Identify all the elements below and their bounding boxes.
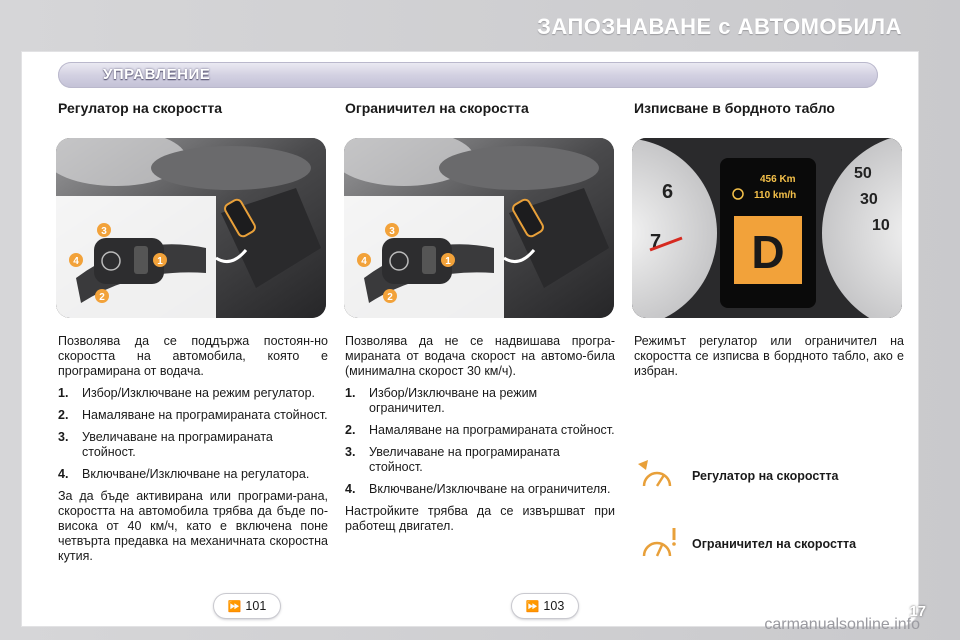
intro-text: Режимът регулатор или ограничител на скоростта се изписва в бордното табло, ако е избран. [634,334,904,378]
page-title: ЗАПОЗНАВАНЕ с АВТОМОБИЛА [537,14,902,39]
instrument-cluster-photo [632,138,902,318]
list-item: 4. Включване/Изключване на регулатора. [58,467,310,481]
section-banner [58,62,878,88]
svg-text:3: 3 [101,226,107,237]
intro-text: Позволява да не се надвишава програ-мираната от водача скорост на автомо-била (минимална скорост 30 км/ч). [345,334,615,378]
list-item: 2. Намаляване на програмираната стойност. [345,423,615,437]
list-item: 3. Увеличаване на програмираната стойност. [58,430,273,459]
display-speed: 110 km/h [754,190,797,201]
svg-text:3: 3 [389,226,395,237]
outro-text: Настройките трябва да се извършват при работещ двигател. [345,504,615,533]
fast-forward-icon: ⏩ [525,600,540,613]
watermark: carmanualsonline.info [764,616,920,633]
legend-limiter [636,526,856,562]
column-title-cruise: Регулатор на скоростта [58,100,223,116]
dial-number: 10 [872,217,890,234]
dial-number: 50 [854,165,872,182]
legend-label: Регулатор на скоростта [692,469,839,483]
svg-text:1: 1 [445,256,451,267]
speed-limiter-icon [636,526,680,562]
svg-text:2: 2 [387,292,393,303]
svg-text:4: 4 [361,256,367,267]
page-ref-limiter[interactable] [512,594,578,618]
stalk-photo-cruise [56,138,326,318]
list-item: 4. Включване/Изключване на ограничителя. [345,482,611,496]
section-title: УПРАВЛЕНИЕ [103,66,211,83]
display-gear: D [751,226,785,278]
list-item: 3. Увеличаване на програмираната стойност. [345,445,560,474]
display-distance: 456 Km [760,174,796,185]
page-ref-number: 103 [543,599,565,613]
stalk-photo-limiter [344,138,614,318]
list-item: 1. Избор/Изключване на режим регулатор. [58,386,315,400]
column-body-limiter [345,334,615,541]
column-body-cruise [58,334,328,571]
intro-text: Позволява да се поддържа постоян-но скоростта на автомобила, която е програмирана от водача. [58,334,328,378]
list-item: 2. Намаляване на програмираната стойност. [58,408,328,422]
fast-forward-icon: ⏩ [227,600,242,613]
svg-text:4: 4 [73,256,79,267]
page-number: 17 [909,603,926,620]
cruise-control-icon [636,458,680,494]
outro-text: За да бъде активирана или програми-рана, скоростта на автомобила трябва да бъде по-висока от 40 км/ч, като е включена поне четвърта предавка на механичната скоростна кутия. [58,489,328,563]
list-item: 1. Избор/Изключване на режим ограничител. [345,386,538,415]
legend-cruise [636,458,838,494]
svg-text:1: 1 [157,256,163,267]
page-ref-cruise[interactable] [214,594,280,618]
column-title-limiter: Ограничител на скоростта [345,100,529,116]
column-title-display: Изписване в бордното табло [634,100,835,116]
legend-label: Ограничител на скоростта [692,537,857,551]
page-ref-number: 101 [245,599,267,613]
dial-number: 7 [650,231,662,253]
svg-text:2: 2 [99,292,105,303]
dial-number: 30 [860,191,878,208]
column-body-display [634,334,904,386]
dial-number: 6 [662,181,674,203]
